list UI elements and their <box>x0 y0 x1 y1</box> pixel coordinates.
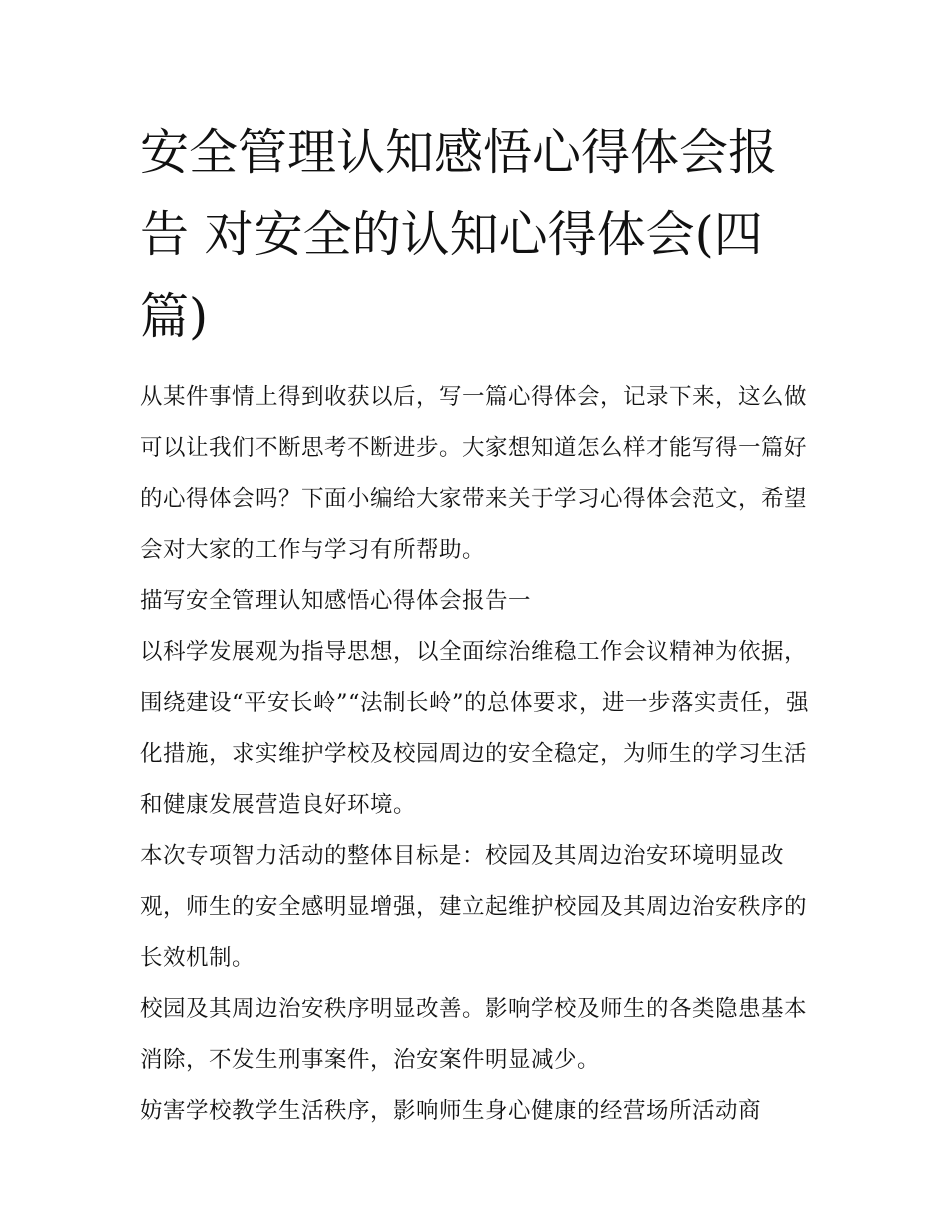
document-page <box>140 112 820 1137</box>
paragraph-overall-goal: 本次专项智力活动的整体目标是：校园及其周边治安环境明显改观，师生的安全感明显增强，建立起维护校园及其周边治安秩序的长效机制。 <box>140 843 808 971</box>
section-heading: 描写安全管理认知感悟心得体会报告一 <box>140 588 532 614</box>
document-title: 安全管理认知感悟心得体会报告 对安全的认知心得体会(四篇) <box>140 124 778 345</box>
paragraph-guiding-idea: 以科学发展观为指导思想，以全面综治维稳工作会议精神为依据，围绕建设“平安长岭”“法制长岭”的总体要求，进一步落实责任，强化措施，求实维护学校及校园周边的安全稳定，为师生的学习生活和健康发展营造良好环境。 <box>140 639 810 818</box>
paragraph-order-improved: 校园及其周边治安秩序明显改善。影响学校及师生的各类隐患基本消除，不发生刑事案件，治安案件明显减少。 <box>140 996 808 1073</box>
paragraph-hazards: 妨害学校教学生活秩序，影响师生身心健康的经营场所活动商 <box>140 1098 762 1124</box>
paragraph-intro: 从某件事情上得到收获以后，写一篇心得体会，记录下来，这么做可以让我们不断思考不断进步。大家想知道怎么样才能写得一篇好的心得体会吗？下面小编给大家带来关于学习心得体会范文，希望会对大家的工作与学习有所帮助。 <box>140 384 808 563</box>
